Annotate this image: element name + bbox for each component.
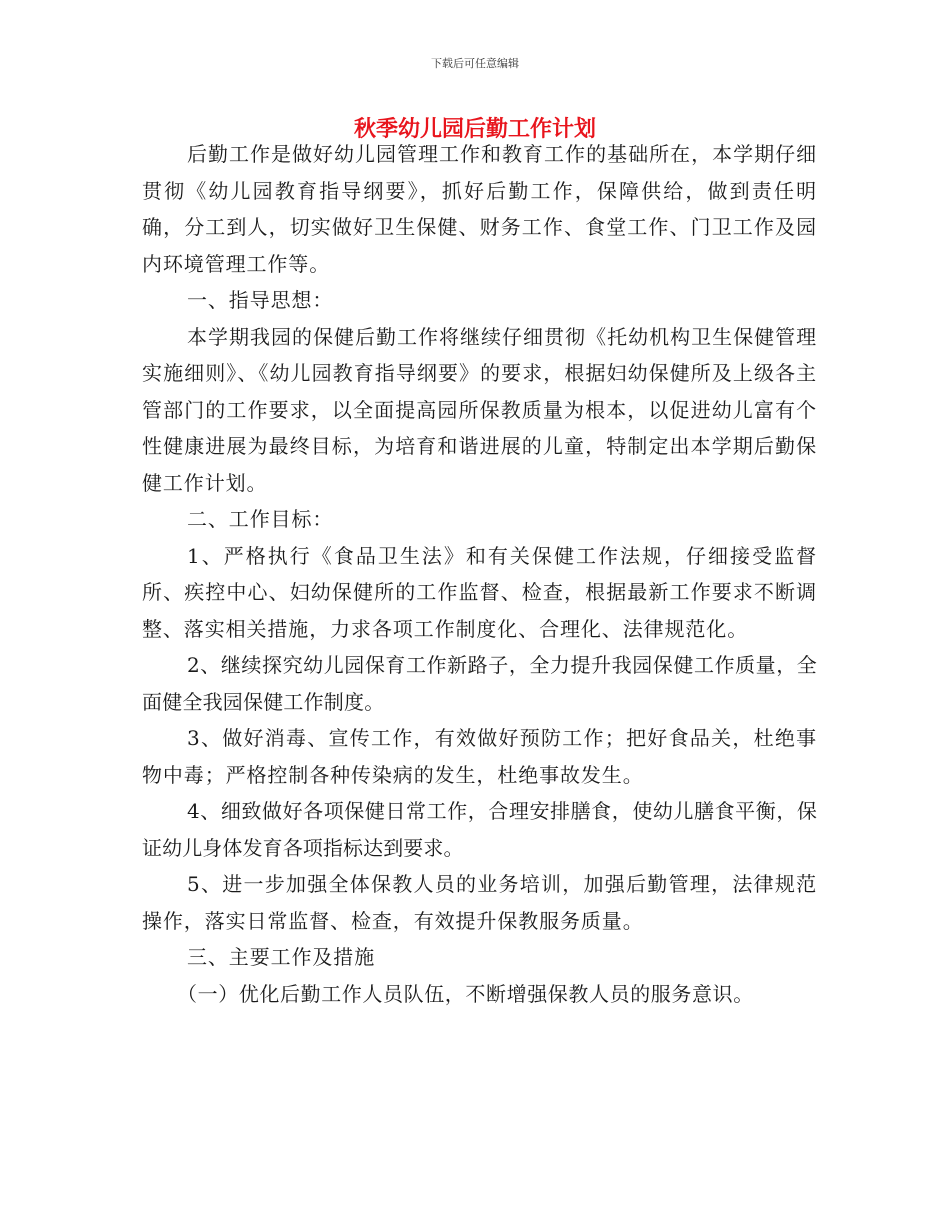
paragraph-intro: 后勤工作是做好幼儿园管理工作和教育工作的基础所在，本学期仔细贯彻《幼儿园教育指导纲要》，抓好后勤工作，保障供给，做到责任明确，分工到人，切实做好卫生保健、财务工作、食堂工作、门卫工作及园内环境管理工作等。 xyxy=(142,142,817,276)
goal-item-1: 1、严格执行《食品卫生法》和有关保健工作法规，仔细接受监督所、疾控中心、妇幼保健所的工作监督、检查，根据最新工作要求不断调整、落实相关措施，力求各项工作制度化、合理化、法律规范化。 xyxy=(142,543,817,641)
document-body xyxy=(142,136,817,1012)
paragraph-guiding-thought: 本学期我园的保健后勤工作将继续仔细贯彻《托幼机构卫生保健管理实施细则》、《幼儿园教育指导纲要》的要求，根据妇幼保健所及上级各主管部门的工作要求，以全面提高园所保教质量为根本，以促进幼儿富有个性健康进展为最终目标，为培育和谐进展的儿童，特制定出本学期后勤保健工作计划。 xyxy=(142,324,817,495)
goal-item-3: 3、做好消毒、宣传工作，有效做好预防工作；把好食品关，杜绝事物中毒；严格控制各种传染病的发生，杜绝事故发生。 xyxy=(142,726,817,787)
heading-main-work: 三、主要工作及措施 xyxy=(187,945,376,969)
goal-item-5: 5、进一步加强全体保教人员的业务培训，加强后勤管理，法律规范操作，落实日常监督、检查，有效提升保教服务质量。 xyxy=(142,872,817,933)
document-title: 秋季幼儿园后勤工作计划 xyxy=(353,116,596,142)
heading-work-goals: 二、工作目标： xyxy=(187,507,334,531)
subheading-optimize-staff: （一）优化后勤工作人员队伍，不断增强保教人员的服务意识。 xyxy=(177,981,754,1006)
header-note: 下载后可任意编辑 xyxy=(431,57,519,70)
heading-guiding-thought: 一、指导思想： xyxy=(187,288,334,312)
goal-item-2: 2、继续探究幼儿园保育工作新路子，全力提升我园保健工作质量，全面健全我园保健工作制度。 xyxy=(142,653,817,714)
goal-item-4: 4、细致做好各项保健日常工作，合理安排膳食，使幼儿膳食平衡，保证幼儿身体发育各项指标达到要求。 xyxy=(142,799,817,860)
